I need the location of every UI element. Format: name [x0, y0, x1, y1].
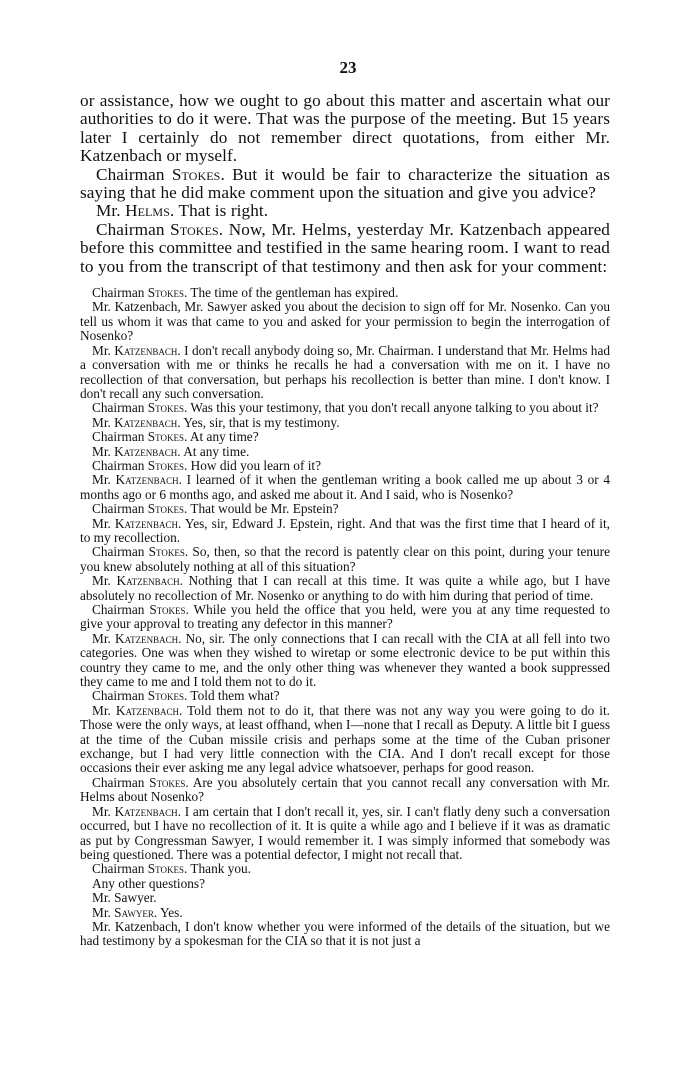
- paragraph-text: . Nothing that I can recall at this time. It was quite a while ago, but I have absolutely no recollection of Mr. Nosenko or anything to do with him during that period of time.: [80, 573, 610, 603]
- speaker-prefix: Chairman: [92, 501, 148, 517]
- paragraph-text: . At any time.: [177, 443, 250, 459]
- speaker-prefix: Chairman: [92, 429, 148, 445]
- quoted-paragraph: [80, 286, 610, 300]
- speaker-prefix: Chairman: [92, 861, 148, 877]
- paragraph-text: . Was this your testimony, that you don't recall anyone talking to you about it?: [184, 400, 599, 416]
- paragraph-text: . I am certain that I don't recall it, yes, sir. I can't flatly deny such a conversation occurred, but I have no recollection of it. It is quite a while ago and I believe if it was as dramatic as put by Congressman Sawyer, I would remember it. I was simply informed that somebody was being questioned. There was a potential defector, I might not recall that.: [80, 803, 610, 862]
- quoted-paragraph: [80, 704, 610, 776]
- paragraph-text: . At any time?: [184, 429, 259, 445]
- quoted-paragraph: [80, 805, 610, 863]
- speaker-name: Stokes: [147, 688, 184, 704]
- paragraph-text: Any other questions?: [92, 875, 206, 891]
- speaker-prefix: Chairman: [92, 688, 148, 704]
- speaker-prefix: Chairman: [92, 774, 150, 790]
- speaker-prefix: Chairman: [92, 400, 148, 416]
- quoted-paragraph: [80, 862, 610, 876]
- speaker-prefix: Mr.: [92, 414, 115, 430]
- quoted-paragraph: [80, 502, 610, 516]
- speaker-name: Helms: [125, 201, 170, 221]
- paragraph-text: . How did you learn of it?: [184, 457, 322, 473]
- quoted-paragraph: [80, 574, 610, 603]
- paragraph: [80, 202, 610, 220]
- speaker-name: Katzenbach: [114, 515, 179, 531]
- quoted-paragraph: [80, 445, 610, 459]
- paragraph: [80, 166, 610, 203]
- page-number: 23: [339, 58, 357, 77]
- paragraph-text: . Told them not to do it, that there was not any way you were going to do it. Those were the only ways, at least offhand, when I—none that I recall as Deputy. A little bit I guess at the time of the Cuban missile crisis and perhaps some at the time of the Cuban prisoner exchange, but I had very little connection with the CIA. And I don't recall except for those occasions their ever asking me any legal advice whatsoever, perhaps for good reason.: [80, 702, 610, 776]
- paragraph-text: . Thank you.: [184, 861, 251, 877]
- speaker-prefix: Mr.: [92, 702, 116, 718]
- speaker-prefix: Chairman: [92, 544, 149, 560]
- paragraph-text: . Yes, sir, Edward J. Epstein, right. And that was the first time that I heard of it, to my recollection.: [80, 515, 610, 545]
- speaker-name: Stokes: [148, 544, 185, 560]
- speaker-prefix: Mr.: [92, 904, 115, 920]
- speaker-name: Stokes: [171, 164, 221, 184]
- quoted-paragraph: [80, 603, 610, 632]
- speaker-prefix: Mr.: [92, 573, 117, 589]
- quoted-paragraph: [80, 430, 610, 444]
- quoted-paragraph: [80, 920, 610, 949]
- paragraph-text: Mr. Sawyer.: [92, 890, 157, 906]
- speaker-name: Katzenbach: [115, 702, 179, 718]
- speaker-name: Stokes: [147, 861, 184, 877]
- paragraph-text: . Now, Mr. Helms, yesterday Mr. Katzenbach appeared before this committee and testified in the same hearing room. I want to read to you from the transcript of that testimony and then ask for your comment:: [80, 219, 611, 276]
- paragraph-text: . But it would be fair to characterize the situation as saying that he did make comment upon the situation and give you advice?: [80, 164, 610, 203]
- paragraph-text: . Yes, sir, that is my testimony.: [177, 414, 340, 430]
- quoted-paragraph: [80, 877, 610, 891]
- speaker-prefix: Mr.: [96, 201, 126, 221]
- paragraph-text: . I learned of it when the gentleman writing a book called me up about 3 or 4 months ago or 6 months ago, and asked me about it. And I said, who is Nosenko?: [80, 472, 611, 502]
- paragraph-text: . That would be Mr. Epstein?: [184, 501, 339, 517]
- speaker-name: Stokes: [147, 501, 184, 517]
- paragraph-text: . The time of the gentleman has expired.: [184, 285, 399, 301]
- quoted-paragraph: [80, 545, 610, 574]
- speaker-name: Katzenbach: [114, 630, 179, 646]
- quoted-paragraph: [80, 300, 610, 343]
- speaker-name: Katzenbach: [114, 342, 178, 358]
- paragraph: [80, 92, 610, 166]
- quoted-paragraph: [80, 632, 610, 690]
- speaker-prefix: Mr.: [92, 472, 116, 488]
- speaker-prefix: Mr.: [92, 443, 115, 459]
- speaker-prefix: Mr.: [92, 515, 115, 531]
- speaker-prefix: Chairman: [96, 164, 172, 184]
- speaker-prefix: Mr.: [92, 630, 115, 646]
- paragraph-text: Mr. Katzenbach, I don't know whether you were informed of the details of the situation, but we had testimony by a spokesman for the CIA so that it is not just a: [80, 918, 610, 949]
- speaker-name: Stokes: [147, 400, 184, 416]
- speaker-prefix: Mr.: [92, 342, 115, 358]
- speaker-prefix: Chairman: [92, 457, 148, 473]
- quoted-paragraph: [80, 906, 610, 920]
- speaker-name: Katzenbach: [114, 414, 178, 430]
- quoted-paragraph: [80, 689, 610, 703]
- paragraph-text: . Yes.: [153, 904, 183, 920]
- speaker-name: Stokes: [149, 602, 186, 617]
- paragraph-text: . Are you absolutely certain that you cannot recall any conversation with Mr. Helms about Nosenko?: [80, 774, 610, 805]
- speaker-name: Stokes: [147, 429, 184, 445]
- quoted-paragraph: [80, 344, 610, 402]
- speaker-name: Katzenbach: [114, 443, 178, 459]
- paragraph-text: Mr. Katzenbach, Mr. Sawyer asked you about the decision to sign off for Mr. Nosenko. Can you tell us whom it was that came to you and asked for your permission to begin the interrogation of Nosenko?: [80, 299, 610, 344]
- speaker-name: Stokes: [149, 774, 186, 790]
- paragraph-text: . While you held the office that you held, were you at any time requested to give your approval to treating any defector in this manner?: [80, 602, 610, 632]
- speaker-name: Katzenbach: [114, 803, 178, 819]
- speaker-name: Stokes: [147, 457, 184, 473]
- paragraph-text: . That is right.: [169, 201, 269, 221]
- paragraph-text: or assistance, how we ought to go about this matter and ascertain what our authorities to do it were. That was the purpose of the meeting. But 15 years later I certainly do not remember direct quotations, from either Mr. Katzenbach or myself.: [80, 91, 610, 166]
- quoted-paragraph: [80, 473, 610, 502]
- quoted-paragraph: [80, 891, 610, 905]
- speaker-prefix: Chairman: [92, 602, 150, 617]
- speaker-name: Katzenbach: [115, 472, 179, 488]
- speaker-prefix: Chairman: [96, 219, 171, 239]
- speaker-name: Sawyer: [114, 904, 154, 920]
- paragraph-text: . Told them what?: [184, 688, 280, 704]
- speaker-name: Katzenbach: [116, 573, 180, 589]
- quoted-paragraph: [80, 416, 610, 430]
- speaker-name: Stokes: [147, 285, 184, 301]
- quoted-paragraph: [80, 517, 610, 546]
- paragraph-text: . So, then, so that the record is patently clear on this point, during your tenure you knew absolutely nothing at all of this situation?: [80, 544, 610, 574]
- main-text: [80, 92, 610, 276]
- quoted-paragraph: [80, 401, 610, 415]
- quoted-paragraph: [80, 776, 610, 805]
- quoted-transcript: [80, 286, 610, 949]
- document-page: [80, 58, 610, 949]
- paragraph: [80, 221, 610, 276]
- speaker-prefix: Chairman: [92, 285, 148, 301]
- quoted-paragraph: [80, 459, 610, 473]
- paragraph-text: . No, sir. The only connections that I can recall with the CIA at all fell into two categories. One was when they wished to wiretap or some electronic device to be put within this country they came to me, and the only other thing was whenever they wanted a book suppressed they came to me and I told them not to do it.: [80, 630, 610, 690]
- paragraph-text: . I don't recall anybody doing so, Mr. Chairman. I understand that Mr. Helms had a conversation with me or thinks he recalls he had a conversation with me on it. I have no recollection of that conversation, but perhaps his recollection is better than mine. I don't know. I don't recall any such conversation.: [80, 342, 610, 401]
- speaker-prefix: Mr.: [92, 803, 115, 819]
- speaker-name: Stokes: [170, 219, 219, 239]
